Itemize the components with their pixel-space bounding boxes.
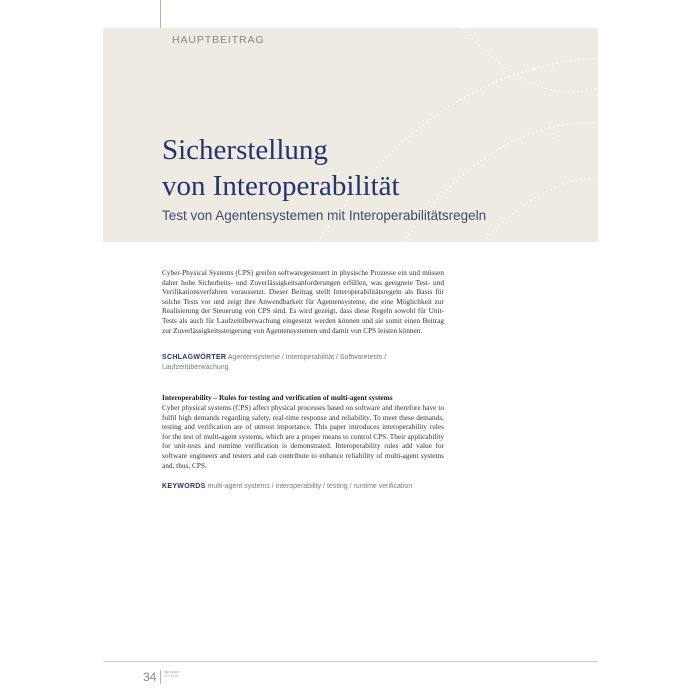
english-abstract: Cyber physical systems (CPS) affect physical processes based on software and therefore have to fulfil high demands regarding safety, real-time response and reliability. To meet these demands, testing and verification are of utmost importance. This paper introduces interoperability rules for the test of multi-agent systems, which are a proper means to control CPS. Their applicability for unit-tests and runtime verification is demonstrated. Interoperability rules add value for software engineers and testers and can contribute to enhance reliability of multi-agent systems and, thus, CPS. [162, 403, 444, 470]
article-subtitle: Test von Agentensystemen mit Interoperabilitätsregeln [162, 208, 487, 223]
title-line-2: von Interoperabilität [162, 170, 400, 202]
german-keywords-text: Agentensysteme / Interoperabilität / Softwaretests / Laufzeitüberwachung [162, 354, 387, 371]
journal-info [164, 670, 180, 679]
journal-name: atp edition [164, 670, 180, 674]
title-line-1: Sicherstellung [162, 134, 328, 166]
english-keywords-label: KEYWORDS [162, 483, 206, 490]
footer-divider [160, 670, 161, 684]
english-title: Interoperability – Rules for testing and verification of multi-agent systems [162, 393, 393, 402]
german-keywords-label: SCHLAGWÖRTER [162, 354, 227, 361]
journal-issue: 11 / 2016 [164, 674, 178, 679]
english-keywords [162, 482, 444, 492]
footer-rule [103, 661, 598, 662]
english-keywords-text: multi-agent systems / interoperability / testing / runtime verification [207, 483, 413, 490]
page-number: 34 [143, 670, 157, 684]
article-title [162, 132, 582, 204]
german-abstract: Cyber-Physical Systems (CPS) greifen softwaregesteuert in physische Prozesse ein und müssen daher hohe Sicherheits- und Zuverlässigkeitsanforderungen erfüllen, was geeignete Test- und Verifikationsverfahren voraussetzt. Dieser Beitrag stellt Interoperabilitätsregeln als Basis für solche Tests vor und zeigt ihre Anwendbarkeit für Agentensysteme, die eine Möglichkeit zur Realisierung der Steuerung von CPS sind. Es wird gezeigt, dass diese Regeln sowohl für Unit-Tests als auch für Laufzeitüberwachung eingesetzt werden können und sie somit einen Beitrag zur Zuverlässigkeitssteigerung von Agentensystemen und damit von CPS leisten können. [162, 268, 444, 335]
section-label: HAUPTBEITRAG [172, 34, 265, 46]
german-keywords [162, 353, 444, 372]
